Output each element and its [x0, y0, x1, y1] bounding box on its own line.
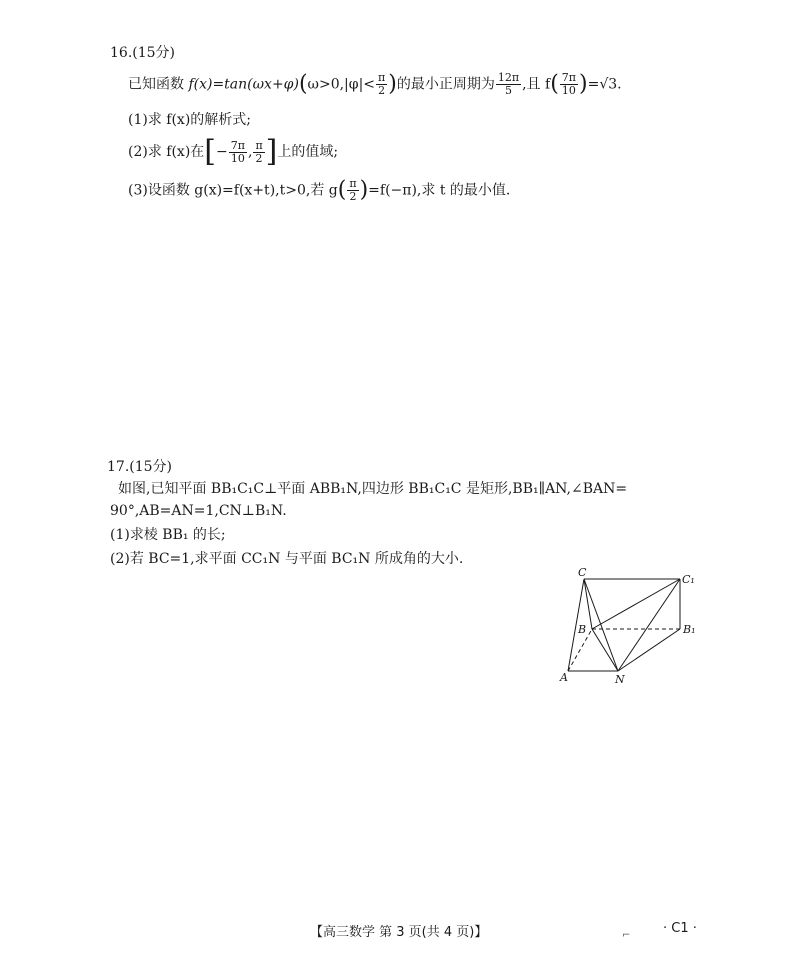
q16-pi-over-2: $\frac{\pi}{2}$	[378, 71, 386, 97]
q17-line1: 如图,已知平面 BB₁C₁C⊥平面 ABB₁N,四边形 BB₁C₁C 是矩形,BB₁∥AN,∠BAN=	[118, 481, 628, 497]
q16-value-rhs: =√3.	[587, 76, 622, 93]
q16-and-text: ,且 f	[522, 76, 551, 93]
q16-function: f(x)=tan(ωx+φ)	[188, 76, 299, 93]
label-A: A	[560, 671, 568, 684]
q16-period-fraction: $\frac{12\pi}{5}$	[497, 71, 520, 97]
q17-geometry-figure	[550, 565, 710, 690]
edge-NB1	[618, 629, 680, 671]
label-N: N	[615, 673, 625, 686]
page-code: · C1 ·	[663, 921, 697, 936]
q16-part2-lower: $\frac{7\pi}{10}$	[230, 138, 245, 165]
q16-heading: 16.(15分)	[110, 45, 176, 61]
page-footer: 【高三数学 第 3 页(共 4 页)】	[310, 925, 488, 940]
edge-C1N	[618, 579, 680, 671]
label-C1: C₁	[682, 573, 695, 586]
edge-CN	[584, 579, 618, 671]
edge-BC1	[592, 579, 680, 629]
edge-CB	[584, 579, 592, 629]
q17-line2: 90°,AB=AN=1,CN⊥B₁N.	[110, 503, 287, 519]
q16-value-fraction: $\frac{7\pi}{10}$	[561, 71, 577, 97]
q16-intro-prefix: 已知函数	[128, 76, 189, 93]
q16-period-text: 的最小正周期为	[396, 76, 495, 93]
q16-part2-upper: $\frac{\pi}{2}$	[255, 138, 263, 165]
q16-condition: ω>0,|φ|<	[307, 76, 376, 93]
label-B1: B₁	[683, 623, 696, 636]
q16-part3: (3)设函数 g(x)=f(x+t),t>0,若 g( $\frac{\pi}{2}$ )=f(−π),求 t 的最小值.	[128, 177, 511, 203]
q17-part2: (2)若 BC=1,求平面 CC₁N 与平面 BC₁N 所成角的大小.	[110, 551, 464, 567]
label-C: C	[578, 566, 587, 579]
label-B: B	[578, 623, 587, 636]
q17-heading: 17.(15分)	[107, 459, 173, 475]
q16-part3-fraction: $\frac{\pi}{2}$	[349, 177, 357, 203]
q16-intro: 已知函数 f(x)=tan(ωx+φ)(ω>0,|φ|< $\frac{\pi}{2}$ )的最小正周期为 $\frac{12\pi}{5}$ ,且 f( $\frac{7\pi}{10}$ )=√3.	[128, 71, 622, 97]
q17-part1: (1)求棱 BB₁ 的长;	[110, 527, 226, 543]
q16-part2: (2)求 f(x)在[− $\frac{7\pi}{10}$ , $\frac{\pi}{2}$ ]上的值域;	[128, 134, 339, 169]
q16-part1: (1)求 f(x)的解析式;	[128, 112, 251, 128]
footer-mark: ⌐	[622, 930, 631, 941]
